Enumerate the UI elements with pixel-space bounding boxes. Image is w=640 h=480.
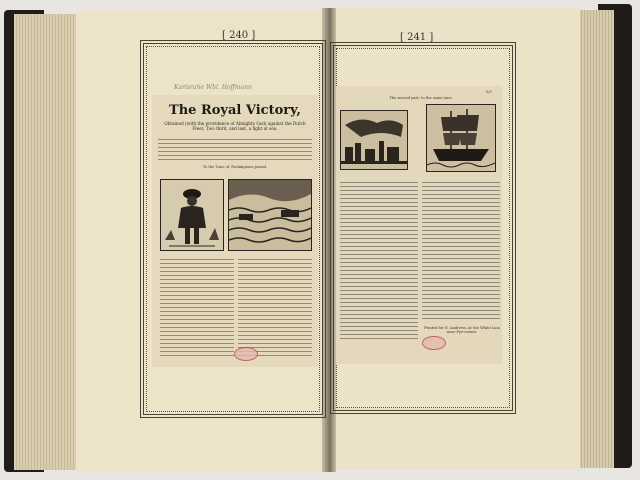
page-edges-left [14, 14, 80, 470]
figure-woodcut-drawing [161, 180, 223, 250]
pencil-annotation: Karlsruhe Wbl. Hoffmann [174, 84, 252, 91]
woodcut-figure-image [160, 179, 224, 251]
verse-column-right [422, 182, 500, 322]
right-page-number: [ 241 ] [400, 32, 434, 43]
second-part-header: The second part, to the same tune. [389, 96, 453, 100]
tune-line: To the Tune of, Packingtons pound. [202, 165, 268, 169]
imprint-line: Printed for E. Andrews, at the White Lion near Pye-corner. [424, 326, 500, 335]
subtitle-text-block [158, 139, 312, 161]
woodcut-town-image [340, 110, 408, 170]
left-broadside-sheet [152, 95, 318, 367]
ballad-subtitle: Obtained (with the providence of Almighty God) against the Dutch Fleet, Two third, and last, a fight at sea. [164, 121, 306, 131]
town-woodcut-drawing [341, 111, 407, 169]
verse-column-left [160, 259, 234, 357]
ship-woodcut-drawing [427, 105, 495, 171]
left-page-number: [ 240 ] [222, 30, 256, 41]
verse-column-left [340, 182, 418, 342]
verse-column-right [238, 259, 312, 357]
ballad-title: The Royal Victory, [169, 103, 301, 118]
library-stamp [234, 347, 258, 361]
page-edges-right [576, 10, 614, 468]
woodcut-ship-image [426, 104, 496, 172]
sea-battle-woodcut-drawing [229, 180, 311, 250]
woodcut-sea-battle-image [228, 179, 312, 251]
right-broadside-sheet [336, 86, 502, 364]
corner-mark: 3/5 [486, 90, 492, 94]
library-stamp [422, 336, 446, 350]
